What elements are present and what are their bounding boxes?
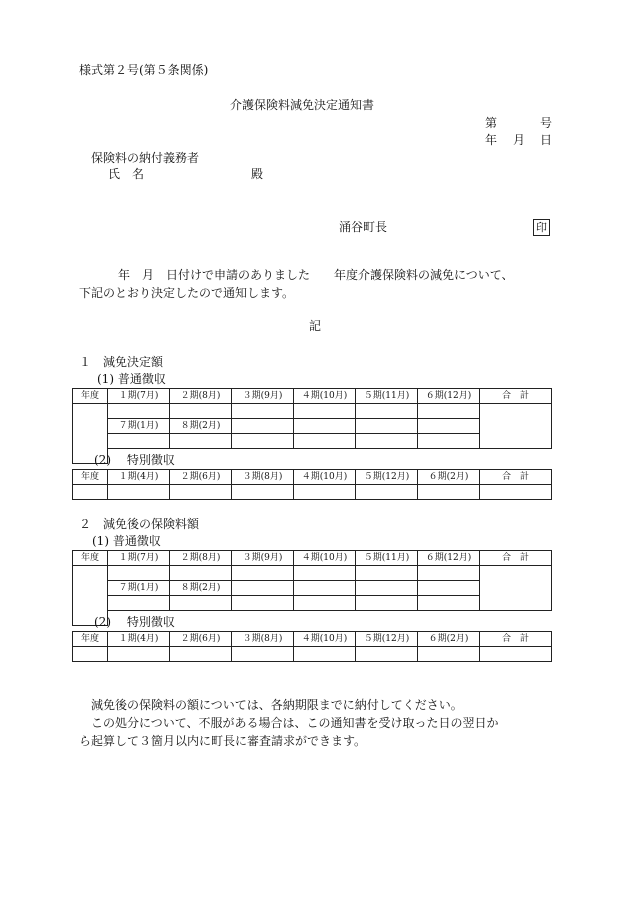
spacer-cell xyxy=(170,611,232,626)
date-month-label: 月 xyxy=(513,133,526,147)
spacer-cell xyxy=(480,449,552,464)
spacer-cell xyxy=(170,449,232,464)
year-header: 年度 xyxy=(73,551,108,566)
amount-cell xyxy=(356,485,418,500)
total-cell xyxy=(480,404,552,449)
amount-cell xyxy=(232,434,294,449)
spacer-cell xyxy=(356,449,418,464)
recipient-name-label: 氏 名 xyxy=(108,167,145,181)
section1-title: １ 減免決定額 xyxy=(79,355,164,369)
period-header: ４期(10月) xyxy=(294,389,356,404)
year-header: 年度 xyxy=(73,389,108,404)
amount-cell xyxy=(418,485,480,500)
section1-special-title: (2) 特別徴収 xyxy=(94,453,175,467)
period-header: １期(7月) xyxy=(108,551,170,566)
doc-number-prefix: 第 xyxy=(485,116,498,130)
amount-cell xyxy=(418,566,480,581)
amount-cell xyxy=(418,434,480,449)
table-row xyxy=(73,404,552,419)
section2-special-table xyxy=(72,631,552,662)
total-header: 合 計 xyxy=(480,551,552,566)
recipient-heading: 保険料の納付義務者 xyxy=(91,151,200,165)
period-header: １期(4月) xyxy=(108,632,170,647)
note-line-2: この処分について、不服がある場合は、この通知書を受け取った日の翌日か xyxy=(91,716,499,730)
period-header: ３期(8月) xyxy=(232,470,294,485)
amount-cell xyxy=(108,647,170,662)
ki-heading: 記 xyxy=(309,319,322,333)
empty-cell xyxy=(232,419,294,434)
doc-number-suffix: 号 xyxy=(540,116,553,130)
empty-cell xyxy=(294,419,356,434)
amount-cell xyxy=(356,596,418,611)
period-header: ４期(10月) xyxy=(294,632,356,647)
spacer-cell xyxy=(480,611,552,626)
amount-cell xyxy=(232,566,294,581)
amount-cell xyxy=(294,404,356,419)
recipient-honorific: 殿 xyxy=(251,167,264,181)
note-line-3: ら起算して３箇月以内に町長に審査請求ができます。 xyxy=(79,734,367,748)
period-header: ６期(12月) xyxy=(418,389,480,404)
date-year-label: 年 xyxy=(485,133,498,147)
amount-cell xyxy=(108,434,170,449)
period-header: ８期(2月) xyxy=(170,581,232,596)
spacer-cell xyxy=(356,611,418,626)
period-header: ２期(6月) xyxy=(170,632,232,647)
amount-cell xyxy=(170,566,232,581)
table-row xyxy=(73,551,552,566)
note-line-1: 減免後の保険料の額については、各納期限までに納付してください。 xyxy=(91,698,463,712)
table-row xyxy=(73,566,552,581)
empty-cell xyxy=(232,581,294,596)
period-header: ６期(2月) xyxy=(418,632,480,647)
period-header: １期(7月) xyxy=(108,389,170,404)
spacer-cell xyxy=(294,449,356,464)
form-number: 様式第２号(第５条関係) xyxy=(79,63,209,77)
period-header: ８期(2月) xyxy=(170,419,232,434)
amount-cell xyxy=(170,647,232,662)
empty-cell xyxy=(356,419,418,434)
period-header: ５期(11月) xyxy=(356,389,418,404)
section2-ordinary-title: (1) 普通徴収 xyxy=(92,534,161,548)
table-row xyxy=(73,647,552,662)
amount-cell xyxy=(294,485,356,500)
seal-stamp: 印 xyxy=(533,219,550,236)
amount-cell xyxy=(356,647,418,662)
amount-cell xyxy=(232,647,294,662)
total-cell xyxy=(480,647,552,662)
total-header: 合 計 xyxy=(480,632,552,647)
section1-special-table xyxy=(72,469,552,500)
amount-cell xyxy=(356,566,418,581)
period-header: ５期(12月) xyxy=(356,632,418,647)
period-header: ５期(12月) xyxy=(356,470,418,485)
period-header: ３期(8月) xyxy=(232,632,294,647)
amount-cell xyxy=(170,434,232,449)
date-day-label: 日 xyxy=(540,133,553,147)
amount-cell xyxy=(232,485,294,500)
spacer-cell xyxy=(232,449,294,464)
period-header: ３期(9月) xyxy=(232,389,294,404)
amount-cell xyxy=(108,485,170,500)
amount-cell xyxy=(356,434,418,449)
period-header: ５期(11月) xyxy=(356,551,418,566)
amount-cell xyxy=(418,596,480,611)
spacer-cell xyxy=(294,611,356,626)
amount-cell xyxy=(356,404,418,419)
empty-cell xyxy=(294,581,356,596)
amount-cell xyxy=(232,596,294,611)
period-header: ２期(8月) xyxy=(170,389,232,404)
amount-cell xyxy=(108,566,170,581)
period-header: ２期(6月) xyxy=(170,470,232,485)
total-cell xyxy=(480,566,552,611)
period-header: ４期(10月) xyxy=(294,470,356,485)
period-header: １期(4月) xyxy=(108,470,170,485)
period-header: ６期(12月) xyxy=(418,551,480,566)
total-cell xyxy=(480,485,552,500)
period-header: ７期(1月) xyxy=(108,419,170,434)
period-header: ３期(9月) xyxy=(232,551,294,566)
amount-cell xyxy=(170,485,232,500)
table-row xyxy=(73,470,552,485)
empty-cell xyxy=(418,581,480,596)
total-header: 合 計 xyxy=(480,389,552,404)
intro-line-1: 年 月 日付けで申請のありました 年度介護保険料の減免について、 xyxy=(118,268,514,282)
period-header: ２期(8月) xyxy=(170,551,232,566)
total-header: 合 計 xyxy=(480,470,552,485)
empty-cell xyxy=(356,581,418,596)
section2-special-title: (2) 特別徴収 xyxy=(94,615,175,629)
amount-cell xyxy=(294,566,356,581)
amount-cell xyxy=(170,404,232,419)
table-row xyxy=(73,632,552,647)
amount-cell xyxy=(294,647,356,662)
amount-cell xyxy=(108,404,170,419)
spacer-cell xyxy=(232,611,294,626)
year-header: 年度 xyxy=(73,470,108,485)
amount-cell xyxy=(418,404,480,419)
document-title: 介護保険料減免決定通知書 xyxy=(230,98,375,112)
period-header: ７期(1月) xyxy=(108,581,170,596)
table-row xyxy=(73,485,552,500)
period-header: ６期(2月) xyxy=(418,470,480,485)
amount-cell xyxy=(418,647,480,662)
year-cell xyxy=(73,485,108,500)
period-header: ４期(10月) xyxy=(294,551,356,566)
amount-cell xyxy=(170,596,232,611)
section2-title: ２ 減免後の保険料額 xyxy=(79,517,200,531)
spacer-cell xyxy=(418,611,480,626)
year-cell xyxy=(73,647,108,662)
spacer-cell xyxy=(418,449,480,464)
year-header: 年度 xyxy=(73,632,108,647)
intro-line-2: 下記のとおり決定したので通知します。 xyxy=(79,286,295,300)
empty-cell xyxy=(418,419,480,434)
amount-cell xyxy=(294,434,356,449)
amount-cell xyxy=(294,596,356,611)
table-row xyxy=(73,389,552,404)
issuer-name: 涌谷町長 xyxy=(339,220,388,234)
section1-ordinary-title: (1) 普通徴収 xyxy=(97,372,166,386)
amount-cell xyxy=(232,404,294,419)
amount-cell xyxy=(108,596,170,611)
